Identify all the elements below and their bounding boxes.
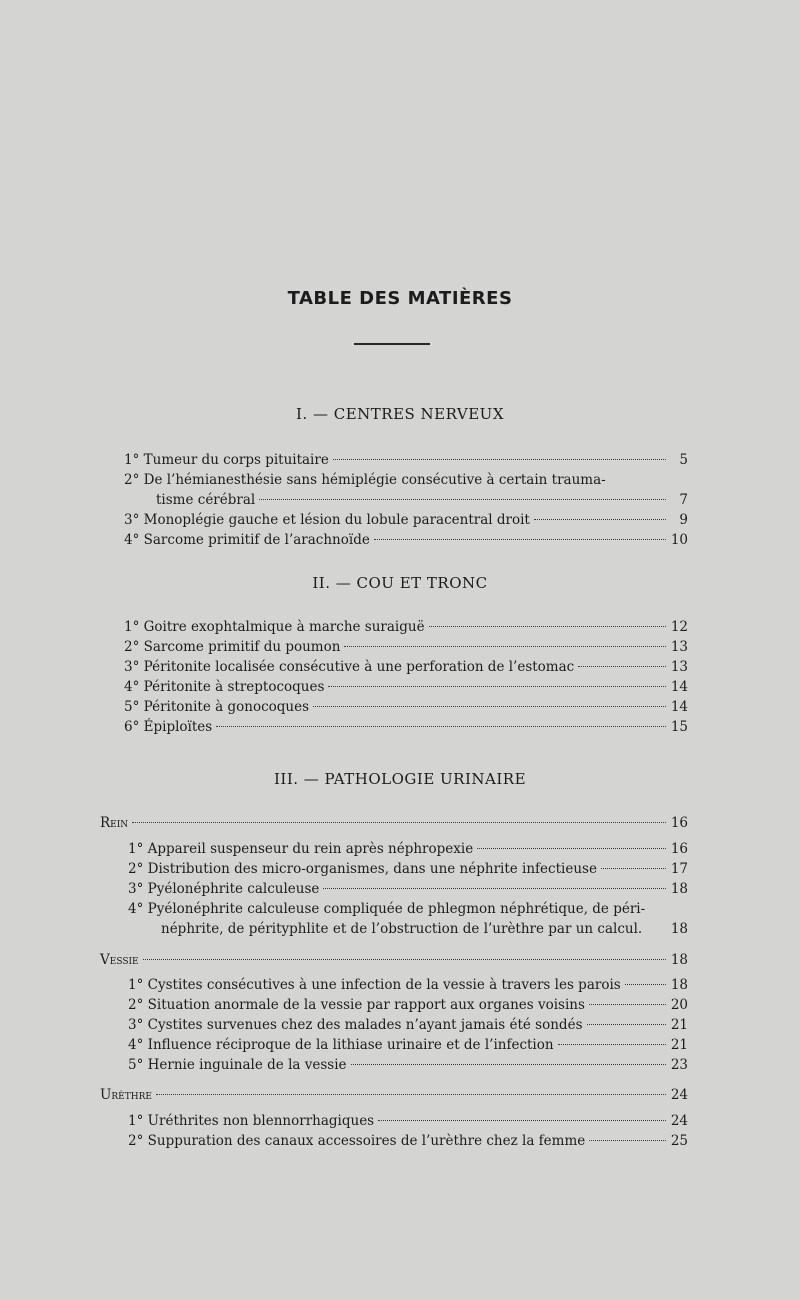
toc-entry-label: 1° Uréthrites non blennorrhagiques bbox=[128, 1113, 375, 1129]
toc-entry-continuation bbox=[124, 490, 688, 510]
toc-entry-label: 1° Goitre exophtalmique à marche suraiguë bbox=[124, 619, 425, 635]
toc-entry-label: 5° Péritonite à gonocoques bbox=[124, 699, 310, 715]
toc-entry-label: 1° Tumeur du corps pituitaire bbox=[124, 452, 329, 468]
toc-entry bbox=[128, 1111, 688, 1131]
toc-entry-page: 7 bbox=[679, 492, 688, 508]
toc-entry bbox=[124, 717, 688, 737]
toc-entry-label: néphrite, de pérityphlite et de l’obstruction de l’urèthre par un calcul. bbox=[161, 921, 643, 937]
toc-entry-page: 25 bbox=[670, 1133, 688, 1149]
dot-leader bbox=[558, 1044, 666, 1045]
section-heading-cou-et-tronc: II. — COU ET TRONC bbox=[312, 574, 488, 592]
dot-leader bbox=[323, 888, 666, 889]
toc-entry bbox=[124, 677, 688, 697]
group-rein-header bbox=[100, 813, 688, 833]
toc-entry-page: 13 bbox=[670, 659, 688, 675]
dot-leader bbox=[344, 646, 666, 647]
toc-entry-page: 13 bbox=[670, 639, 688, 655]
toc-entry-page: 5 bbox=[679, 452, 688, 468]
toc-group-label: Vessie bbox=[100, 952, 139, 968]
dot-leader bbox=[587, 1024, 667, 1025]
toc-group-label: Urèthre bbox=[100, 1087, 152, 1103]
section-list-cou-et-tronc bbox=[124, 617, 688, 737]
group-urethre-header bbox=[100, 1085, 688, 1105]
toc-entry bbox=[124, 450, 688, 470]
toc-entry bbox=[128, 1035, 688, 1055]
toc-entry bbox=[124, 657, 688, 677]
toc-entry-page: 15 bbox=[670, 719, 688, 735]
toc-entry-page: 10 bbox=[670, 532, 688, 548]
dot-leader bbox=[378, 1120, 666, 1121]
toc-entry-page: 24 bbox=[670, 1113, 688, 1129]
dot-leader bbox=[589, 1140, 666, 1141]
dot-leader bbox=[578, 666, 666, 667]
toc-entry-label: 3° Monoplégie gauche et lésion du lobule paracentral droit bbox=[124, 512, 530, 528]
toc-entry-label: 2° De l’hémianesthésie sans hémiplégie consécutive à certain trauma- bbox=[124, 472, 606, 488]
toc-entry-page: 23 bbox=[670, 1057, 688, 1073]
toc-entry-page: 18 bbox=[670, 952, 688, 968]
toc-entry bbox=[128, 879, 688, 899]
toc-entry-label: 1° Cystites consécutives à une infection de la vessie à travers les parois bbox=[128, 977, 621, 993]
dot-leader bbox=[313, 706, 666, 707]
toc-entry-page: 12 bbox=[670, 619, 688, 635]
toc-entry bbox=[128, 995, 688, 1015]
toc-entry bbox=[124, 697, 688, 717]
dot-leader bbox=[156, 1094, 666, 1095]
toc-entry-label: 4° Influence réciproque de la lithiase urinaire et de l’infection bbox=[128, 1037, 554, 1053]
title-rule bbox=[354, 343, 430, 345]
toc-entry-page: 14 bbox=[670, 699, 688, 715]
dot-leader bbox=[351, 1064, 666, 1065]
toc-entry bbox=[124, 617, 688, 637]
dot-leader bbox=[589, 1004, 666, 1005]
dot-leader bbox=[429, 626, 666, 627]
toc-entry-page: 16 bbox=[670, 841, 688, 857]
group-vessie-list bbox=[128, 975, 688, 1075]
toc-entry-label: 4° Sarcome primitif de l’arachnoïde bbox=[124, 532, 370, 548]
toc-entry-label: 1° Appareil suspenseur du rein après néphropexie bbox=[128, 841, 474, 857]
toc-entry bbox=[128, 1015, 688, 1035]
group-vessie-header bbox=[100, 950, 688, 970]
dot-leader bbox=[132, 822, 666, 823]
section-list-centres-nerveux bbox=[124, 450, 688, 550]
dot-leader bbox=[333, 459, 666, 460]
toc-entry-page: 9 bbox=[679, 512, 688, 528]
toc-entry bbox=[124, 510, 688, 530]
toc-entry-page: 18 bbox=[670, 977, 688, 993]
dot-leader bbox=[534, 519, 666, 520]
toc-entry-label: 2° Suppuration des canaux accessoires de l’urèthre chez la femme bbox=[128, 1133, 586, 1149]
dot-leader bbox=[601, 868, 666, 869]
toc-entry bbox=[128, 1055, 688, 1075]
toc-entry-label: 5° Hernie inguinale de la vessie bbox=[128, 1057, 347, 1073]
page-title: TABLE DES MATIÈRES bbox=[287, 288, 513, 309]
toc-group-entry bbox=[100, 813, 688, 833]
dot-leader bbox=[143, 959, 666, 960]
section-heading-centres-nerveux: I. — CENTRES NERVEUX bbox=[295, 405, 504, 423]
toc-entry-page: 16 bbox=[670, 815, 688, 831]
toc-entry-label: 6° Épiploïtes bbox=[124, 719, 213, 735]
toc-group-entry bbox=[100, 1085, 688, 1105]
toc-entry-label: 2° Distribution des micro-organismes, dans une néphrite infectieuse bbox=[128, 861, 597, 877]
toc-entry-page: 18 bbox=[670, 881, 688, 897]
dot-leader bbox=[259, 499, 666, 500]
toc-entry-label: 2° Situation anormale de la vessie par rapport aux organes voisins bbox=[128, 997, 585, 1013]
toc-entry-label: 2° Sarcome primitif du poumon bbox=[124, 639, 341, 655]
toc-entry-label: 3° Cystites survenues chez des malades n’ayant jamais été sondés bbox=[128, 1017, 583, 1033]
toc-entry bbox=[124, 470, 688, 490]
toc-entry-label: tisme cérébral bbox=[156, 492, 256, 508]
dot-leader bbox=[625, 984, 666, 985]
toc-entry-page: 20 bbox=[670, 997, 688, 1013]
toc-entry-label: 4° Pyélonéphrite calculeuse compliquée de phlegmon néphrétique, de péri- bbox=[128, 901, 646, 917]
toc-entry bbox=[128, 859, 688, 879]
toc-entry bbox=[128, 899, 688, 919]
toc-entry bbox=[124, 530, 688, 550]
toc-entry bbox=[128, 975, 688, 995]
toc-entry-page: 18 bbox=[670, 921, 688, 937]
toc-group-entry bbox=[100, 950, 688, 970]
dot-leader bbox=[328, 686, 666, 687]
toc-entry-label: 4° Péritonite à streptocoques bbox=[124, 679, 325, 695]
dot-leader bbox=[477, 848, 666, 849]
toc-entry-label: 3° Péritonite localisée consécutive à une perforation de l’estomac bbox=[124, 659, 575, 675]
toc-entry bbox=[128, 839, 688, 859]
toc-entry-continuation bbox=[128, 919, 688, 939]
toc-group-label: Rein bbox=[100, 815, 129, 831]
group-rein-list bbox=[128, 839, 688, 939]
toc-entry bbox=[128, 1131, 688, 1151]
toc-entry-page: 24 bbox=[670, 1087, 688, 1103]
group-urethre-list bbox=[128, 1111, 688, 1151]
dot-leader bbox=[216, 726, 666, 727]
toc-entry-page: 17 bbox=[670, 861, 688, 877]
toc-entry-page: 21 bbox=[670, 1037, 688, 1053]
section-heading-pathologie-urinaire: III. — PATHOLOGIE URINAIRE bbox=[273, 770, 527, 788]
toc-entry-page: 21 bbox=[670, 1017, 688, 1033]
dot-leader bbox=[374, 539, 666, 540]
toc-entry bbox=[124, 637, 688, 657]
toc-entry-page: 14 bbox=[670, 679, 688, 695]
toc-entry-label: 3° Pyélonéphrite calculeuse bbox=[128, 881, 320, 897]
